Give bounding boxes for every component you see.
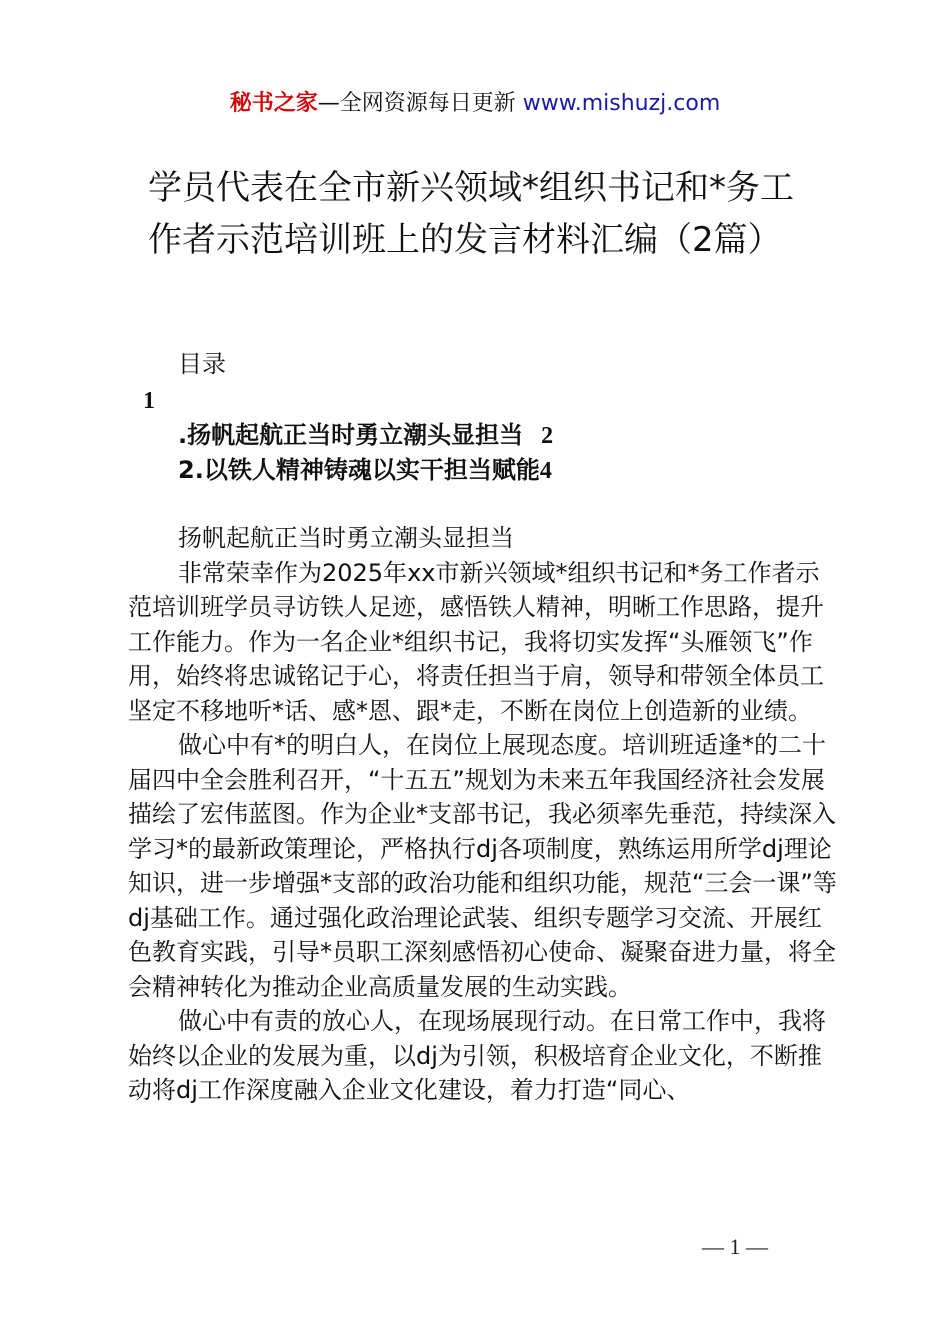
toc-heading: 目录 (178, 350, 226, 378)
document-body (128, 521, 840, 1108)
toc-item-page: 2 (541, 423, 554, 449)
site-brand: 秘书之家 (229, 91, 318, 116)
toc-item[interactable] (178, 454, 552, 487)
body-paragraph: 非常荣幸作为2025年xx市新兴领域*组织书记和*务工作者示范培训班学员寻访铁人足迹，感悟铁人精神，明晰工作思路，提升工作能力。作为一名企业*组织书记，我将切实发挥“头雁领飞”作用，始终将忠诚铭记于心，将责任担当于肩，领导和带领全体员工坚定不移地听*话、感*恩、跟*走，不断在岗位上创造新的业绩。 (128, 558, 824, 725)
site-tagline: —全网资源每日更新 (317, 91, 523, 116)
site-header (0, 88, 950, 120)
site-url-link[interactable]: www.mishuzj.com (522, 91, 721, 116)
body-paragraph: 做心中有责的放心人，在现场展现行动。在日常工作中，我将始终以企业的发展为重，以dj为引领，积极培育企业文化，不断推动将dj工作深度融入企业文化建设，着力打造“同心、 (128, 1007, 826, 1104)
body-paragraph: 做心中有*的明白人，在岗位上展现态度。培训班适逢*的二十届四中全会胜利召开，“十五五”规划为未来五年我国经济社会发展描绘了宏伟蓝图。作为企业*支部书记，我必须率先垂范，持续深入学习*的最新政策理论，严格执行dj各项制度，熟练运用所学dj理论知识，进一步增强*支部的政治功能和组织功能，规范“三会一课”等dj基础工作。通过强化政治理论武装、组织专题学习交流、开展红色教育实践，引导*员职工深刻感悟初心使命、凝聚奋进力量，将全会精神转化为推动企业高质量发展的生动实践。 (128, 731, 837, 1001)
toc-item-label: .扬帆起航正当时勇立潮头显担当 (178, 421, 524, 449)
toc-item-number: 1 (143, 388, 155, 414)
toc-item-label: 2.以铁人精神铸魂以实干担当赋能 (178, 456, 540, 484)
document-title-line-1: 学员代表在全市新兴领域*组织书记和*务工 (148, 168, 794, 208)
toc-item-page: 4 (539, 458, 552, 484)
toc-item[interactable] (178, 419, 553, 452)
section-title: 扬帆起航正当时勇立潮头显担当 (178, 524, 514, 552)
page-number: — 1 — (702, 1234, 768, 1259)
document-title (148, 162, 838, 266)
document-title-line-2: 作者示范培训班上的发言材料汇编（2篇） (148, 220, 782, 260)
